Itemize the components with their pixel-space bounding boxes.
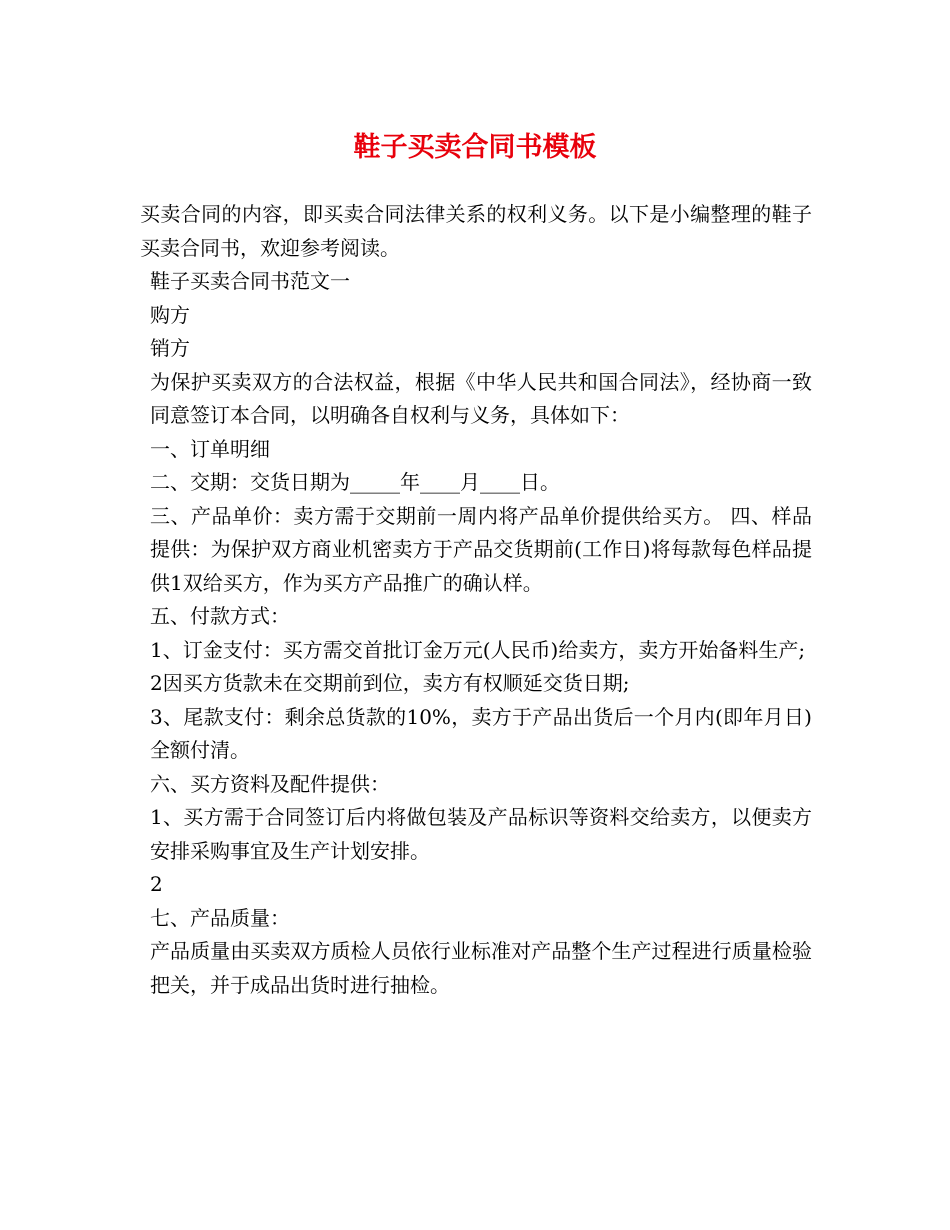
clause-6-1-materials: 1、买方需于合同签订后内将做包装及产品标识等资料交给卖方，以便卖方安排采购事宜及生产计划安排。 [150,805,812,863]
preamble-paragraph: 为保护买卖双方的合法权益，根据《中华人民共和国合同法》，经协商一致同意签订本合同，以明确各自权利与义务，具体如下： [150,369,812,427]
clause-2-delivery: 二、交期：交货日期为_____年____月____日。 [150,470,560,494]
document-title: 鞋子买卖合同书模板 [353,132,597,163]
clause-5-3-balance: 3、尾款支付：剩余总货款的10%，卖方于产品出货后一个月内(即年月日)全额付清。 [150,704,812,762]
document-body [140,198,812,1002]
section-heading: 鞋子买卖合同书范文一 [150,269,350,293]
clause-7-heading: 七、产品质量： [150,905,290,930]
clause-1-heading: 一、订单明细 [150,436,270,461]
seller-line: 销方 [150,336,190,360]
clause-5-heading: 五、付款方式： [150,604,290,628]
clause-5-1-deposit: 1、订金支付：买方需交首批订金万元(人民币)给卖方，卖方开始备料生产; [150,637,806,662]
clause-7-quality: 产品质量由买卖双方质检人员依行业标准对产品整个生产过程进行质量检验把关，并于成品出货时进行抽检。 [150,939,812,997]
clause-6-heading: 六、买方资料及配件提供： [150,771,390,796]
buyer-line: 购方 [150,302,190,327]
clause-5-2-delay: 2因买方货款未在交期前到位，卖方有权顺延交货日期; [150,671,630,695]
clause-6-2: 2 [150,872,163,896]
intro-paragraph: 买卖合同的内容，即买卖合同法律关系的权利义务。以下是小编整理的鞋子买卖合同书，欢迎参考阅读。 [140,202,812,260]
clause-3-4-price-sample: 三、产品单价：卖方需于交期前一周内将产品单价提供给买方。 四、样品提供：为保护双方商业机密卖方于产品交货期前(工作日)将每款每色样品提供1双给买方，作为买方产品推广的确认样。 [150,503,812,595]
